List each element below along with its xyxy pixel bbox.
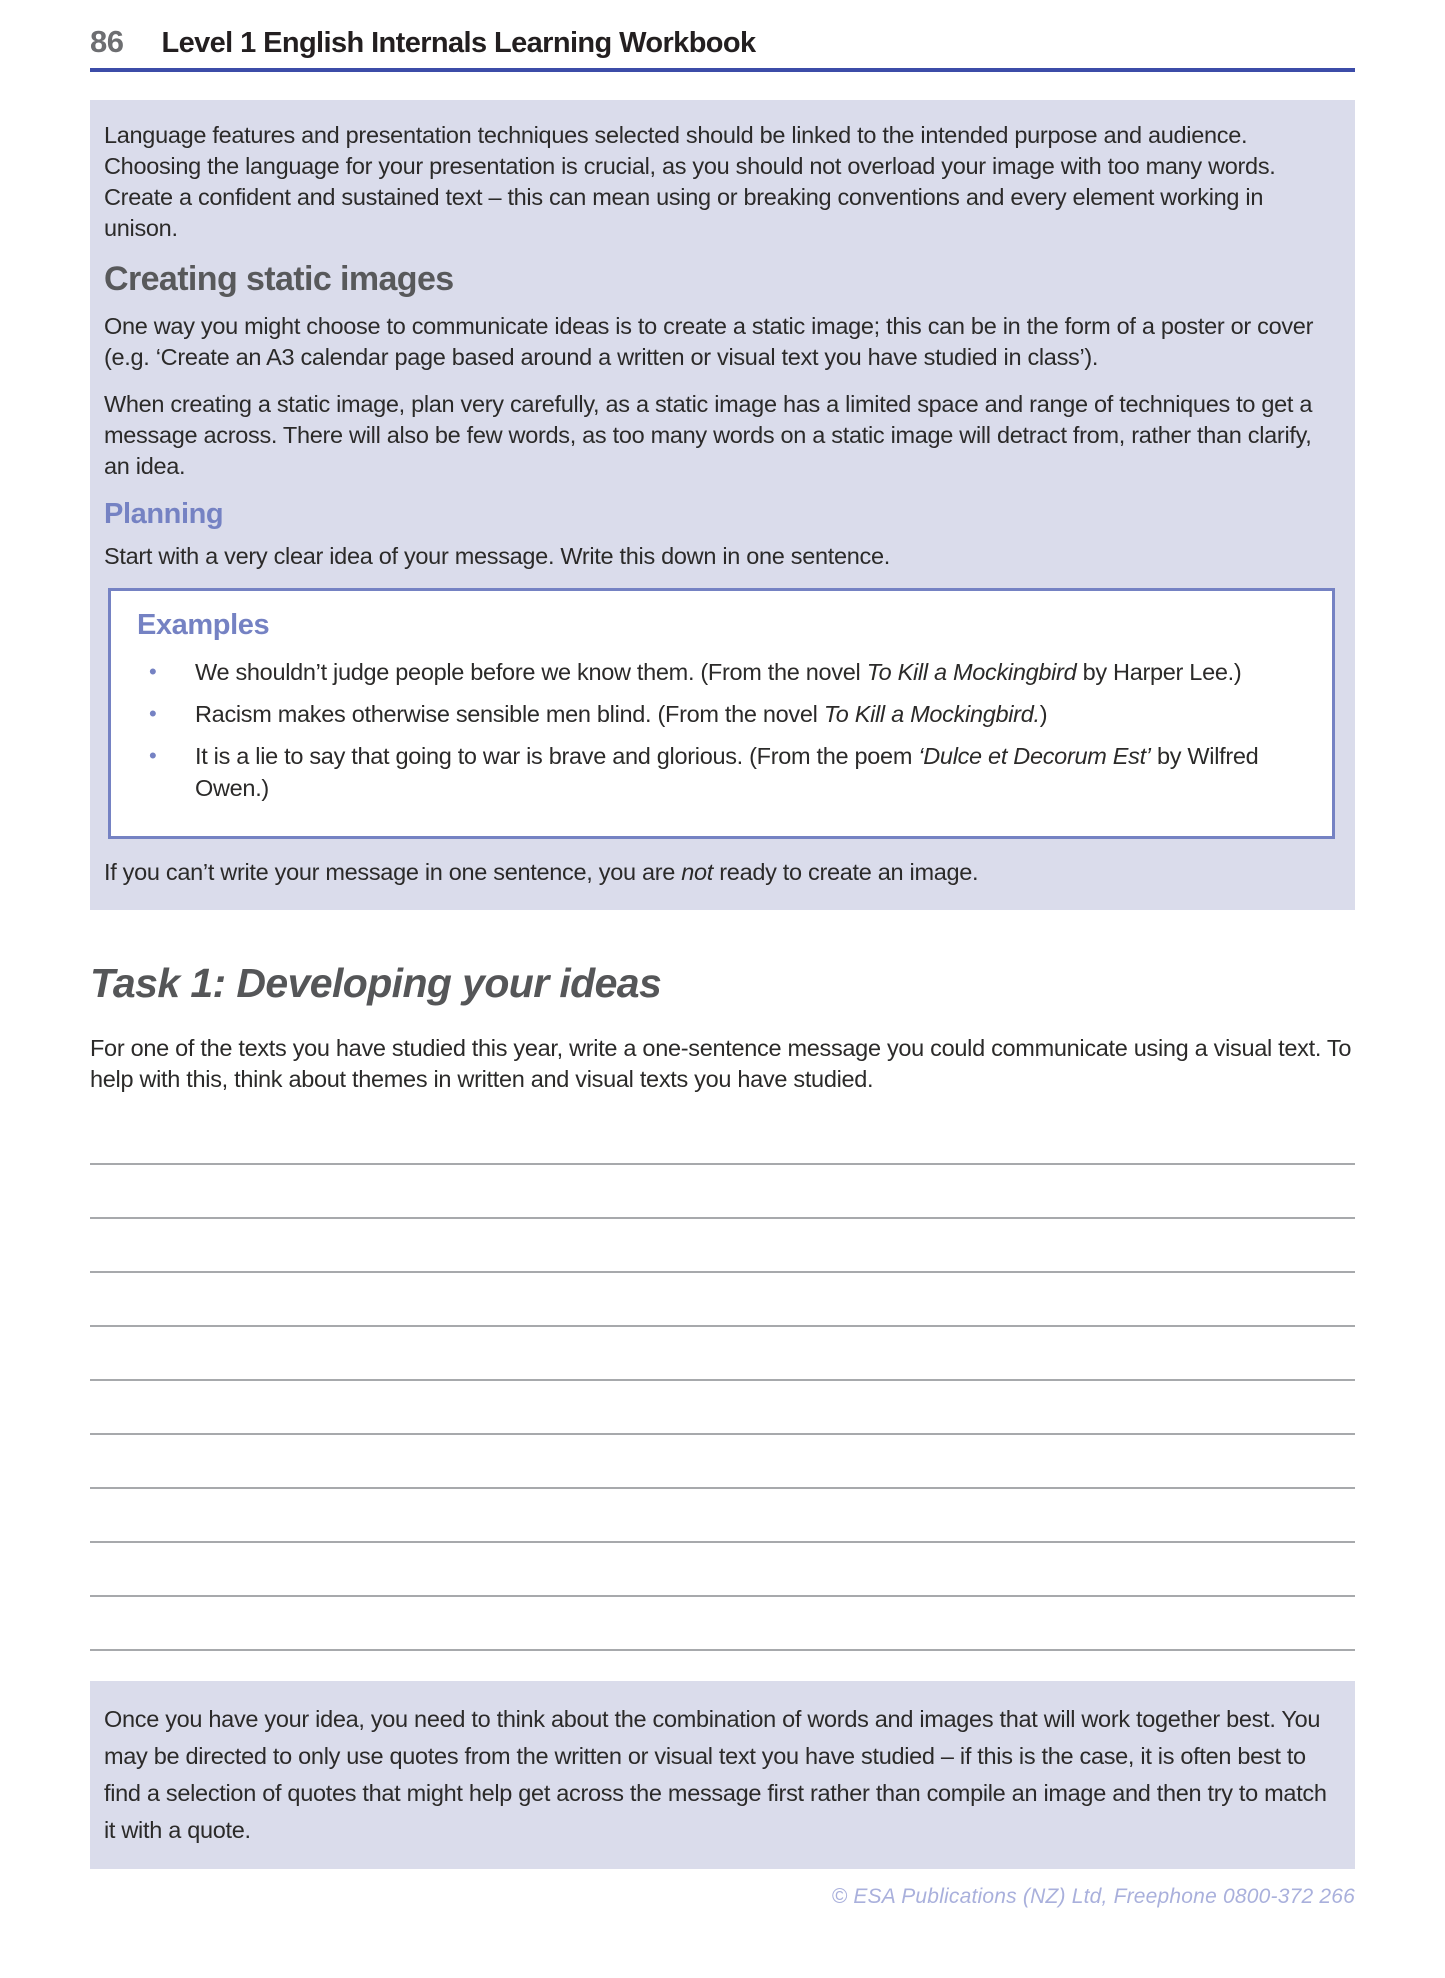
answer-line[interactable]	[90, 1219, 1355, 1273]
examples-title: Examples	[137, 609, 270, 641]
page-footer	[90, 1885, 1355, 1909]
answer-line[interactable]	[90, 1597, 1355, 1651]
footer-credit: © ESA Publications (NZ) Ltd, Freephone 0800-372 266	[831, 1885, 1355, 1908]
example-item	[137, 740, 1306, 804]
intro-paragraph: Language features and presentation techniques selected should be linked to the intended purpose and audience. Choosing the language for your presentation is crucial, as you should not overload your image with too many words. Create a confident and sustained text – this can mean using or breaking conventions and every element working in unison.	[104, 122, 1276, 241]
answer-line[interactable]	[90, 1111, 1355, 1165]
examples-box	[108, 588, 1335, 839]
example-text: We shouldn’t judge people before we know them. (From the novel To Kill a Mockingbird by Harper Lee.)	[195, 659, 1242, 685]
answer-line[interactable]	[90, 1381, 1355, 1435]
info-panel	[90, 1681, 1355, 1869]
answer-line[interactable]	[90, 1165, 1355, 1219]
intro-panel	[90, 100, 1355, 910]
workbook-title: Level 1 English Internals Learning Workbook	[161, 27, 756, 59]
example-item	[137, 656, 1306, 688]
page-header	[90, 0, 1355, 72]
static-image-paragraph-2: When creating a static image, plan very carefully, as a static image has a limited space and range of techniques to get a message across. There will also be few words, as too many words on a static image will detract from, rather than clarify, an idea.	[104, 391, 1313, 479]
answer-line[interactable]	[90, 1543, 1355, 1597]
static-image-paragraph-1: One way you might choose to communicate ideas is to create a static image; this can be in the form of a poster or cover (e.g. ‘Create an A3 calendar page based around a written or visual text you have studied in class’).	[104, 313, 1314, 370]
bullet-icon	[137, 740, 195, 804]
example-item	[137, 698, 1306, 730]
bullet-icon	[137, 656, 195, 688]
page-number: 86	[90, 24, 124, 59]
answer-line[interactable]	[90, 1273, 1355, 1327]
info-paragraph: Once you have your idea, you need to think about the combination of words and images that will work together best. You may be directed to only use quotes from the written or visual text you have studied – if this is the case, it is often best to find a selection of quotes that might help get across the message first rather than compile an image and then try to match it with a quote.	[104, 1706, 1327, 1843]
example-text: It is a lie to say that going to war is brave and glorious. (From the poem ‘Dulce et Decorum Est’ by Wilfred Owen.)	[195, 743, 1259, 801]
task-instructions: For one of the texts you have studied this year, write a one-sentence message you could communicate using a visual text. To help with this, think about themes in written and visual texts you have studied.	[90, 1035, 1352, 1092]
planning-heading: Planning	[104, 498, 224, 530]
note-paragraph: If you can’t write your message in one sentence, you are not ready to create an image.	[104, 859, 979, 885]
creating-static-images-heading: Creating static images	[104, 260, 454, 298]
answer-line[interactable]	[90, 1489, 1355, 1543]
example-text: Racism makes otherwise sensible men blind. (From the novel To Kill a Mockingbird.)	[195, 701, 1048, 727]
answer-line[interactable]	[90, 1327, 1355, 1381]
planning-paragraph: Start with a very clear idea of your message. Write this down in one sentence.	[104, 543, 891, 569]
answer-line[interactable]	[90, 1435, 1355, 1489]
bullet-icon	[137, 698, 195, 730]
task-heading: Task 1: Developing your ideas	[90, 960, 662, 1006]
answer-lines	[90, 1111, 1355, 1651]
examples-list	[137, 656, 1306, 804]
